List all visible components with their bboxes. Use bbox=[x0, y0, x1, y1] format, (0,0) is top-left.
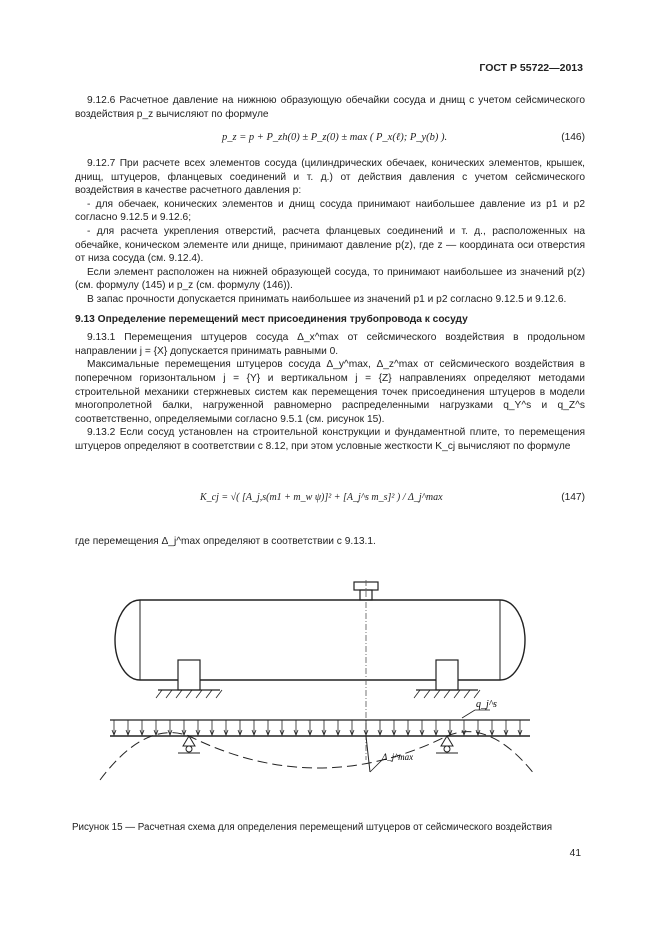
foundation-right-hatch bbox=[414, 690, 480, 698]
document-id: ГОСТ Р 55722—2013 bbox=[479, 62, 583, 74]
vessel-scheme-drawing bbox=[90, 570, 570, 790]
load-label: q_j^s bbox=[476, 699, 497, 710]
paragraph-where: где перемещения Δ_j^max определяют в соответствии с 9.13.1. bbox=[75, 536, 376, 547]
displacement-marker bbox=[366, 736, 370, 772]
foundation-left-hatch bbox=[156, 690, 222, 698]
beam-support-left-pin bbox=[186, 746, 192, 752]
formula-147-number: (147) bbox=[561, 492, 585, 503]
section-9-13-heading: 9.13 Определение перемещений мест присоединения трубопровода к сосуду bbox=[75, 313, 468, 325]
support-left bbox=[178, 660, 200, 690]
support-right bbox=[436, 660, 458, 690]
figure-caption: Рисунок 15 — Расчетная схема для определения перемещений штуцеров от сейсмического воздействия bbox=[72, 822, 553, 833]
figure-15 bbox=[90, 570, 570, 790]
deflection-curve bbox=[100, 732, 535, 780]
paragraph-shells: - для обечаек, конических элементов и днищ сосуда принимают наибольшее давление из p1 и p2 согласно 9.12.5 и 9.12.6; bbox=[75, 198, 585, 224]
beam-support-right-pin bbox=[444, 746, 450, 752]
load-leader bbox=[462, 710, 475, 718]
paragraph-9-12-6: 9.12.6 Расчетное давление на нижнюю образующую обечайки сосуда и днищ с учетом сейсмического воздействия p_z вычисляют по формуле bbox=[75, 95, 585, 120]
displacement-leader bbox=[370, 760, 382, 772]
text-block-3 bbox=[75, 535, 585, 549]
paragraph-max-displacements: Максимальные перемещения штуцеров сосуда Δ_y^max, Δ_z^max от сейсмического воздействия в поперечном горизонтальном j = {Y} и вертикальном j = {Z} направлениях определяют методами строительной механики стержневых систем как перемещения точек присоединения штуцеров в модели многопролетной балки, нагруженной равномерно распределенными нагрузками q_Y^s и q_Z^s соответственно, определяемыми согласно 9.5.1 (см. рисунок 15). bbox=[75, 359, 585, 425]
paragraph-9-12-7: 9.12.7 При расчете всех элементов сосуда (цилиндрических обечаек, конических элементов, крышек, днищ, штуцеров, фланцевых соединений и т. д.) от действия давления с учетом сейсмического воздействия в качестве расчетного давления p: bbox=[75, 158, 585, 197]
text-block-1 bbox=[75, 94, 585, 121]
paragraph-safety-margin: В запас прочности допускается принимать наибольшее из значений p1 и p2 согласно 9.12.5 и 9.12.6. bbox=[87, 293, 567, 305]
paragraph-bottom-element: Если элемент расположен на нижней образующей сосуда, то принимают наибольшее из значений p(z) (см. формулу (145) и p_z (см. формулу (146)). bbox=[75, 266, 585, 292]
formula-147: K_cj = √( [A_j,s(m1 + m_w ψ)]² + [A_j^s m_s]² ) / Δ_j^max bbox=[200, 492, 443, 503]
formula-146: p_z = p + P_zh(0) ± P_z(0) ± max ( P_x(ℓ); P_y(b) ). bbox=[222, 132, 448, 143]
vessel-body bbox=[115, 600, 525, 680]
displacement-label: Δ_j^max bbox=[382, 752, 414, 762]
paragraph-9-13-2: 9.13.2 Если сосуд установлен на строительной конструкции и фундаментной плите, то перемещения штуцеров определяют в соответствии с 8.12, при этом условные жесткости K_cj вычисляют по формуле bbox=[75, 427, 585, 452]
text-block-2 bbox=[75, 157, 585, 453]
beam-support-right bbox=[441, 736, 453, 746]
formula-146-number: (146) bbox=[561, 132, 585, 143]
paragraph-9-13-1: 9.13.1 Перемещения штуцеров сосуда Δ_x^max от сейсмического воздействия в продольном направлении j = {X} допускается принимать равными 0. bbox=[75, 332, 585, 357]
paragraph-openings: - для расчета укрепления отверстий, расчета фланцевых соединений и т. д., расположенных на обечайке, коническом элементе или днище, принимают давление p(z), где z — координата оси отверстия от низа сосуда (см. 9.12.4). bbox=[75, 225, 585, 265]
page-number: 41 bbox=[569, 848, 581, 859]
